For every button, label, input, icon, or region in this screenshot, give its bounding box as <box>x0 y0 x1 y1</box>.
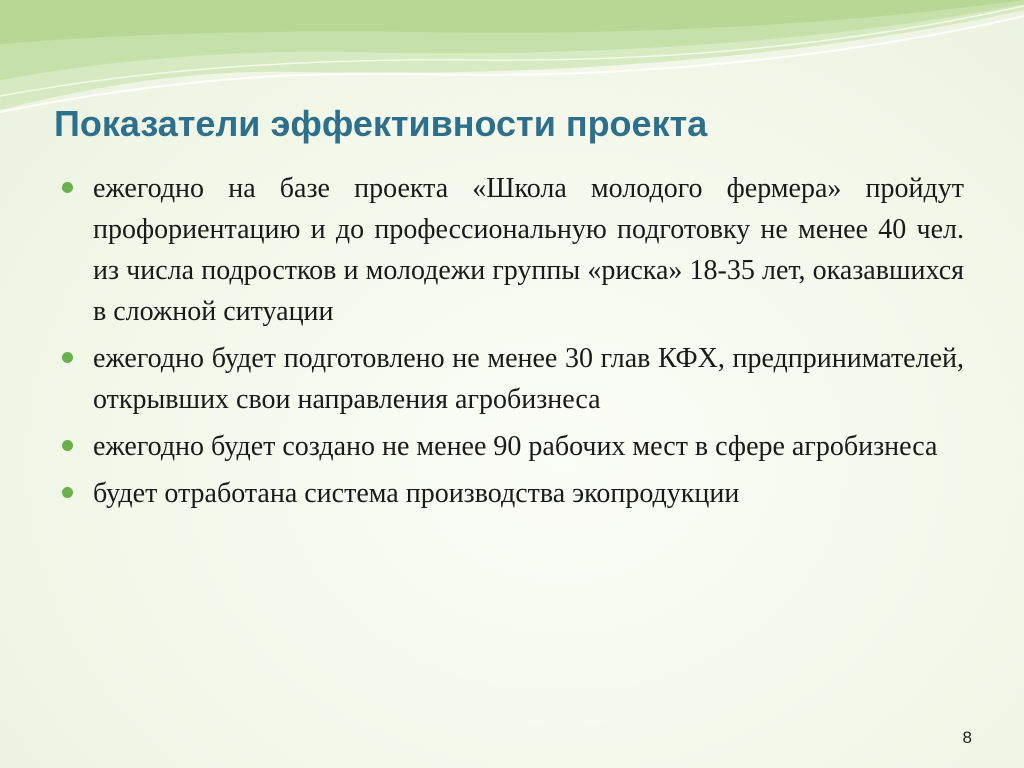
bullet-item-farm-heads <box>62 338 964 420</box>
bullet-dot-icon <box>62 182 73 193</box>
bullet-item-eco-production <box>62 473 964 514</box>
bullet-text: ежегодно будет создано не менее 90 рабочих мест в сфере агробизнеса <box>93 431 938 462</box>
bullet-text: ежегодно на базе проекта «Школа молодого фермера» пройдут профориентацию и до профессиональную подготовку не менее 40 чел. из числа подростков и молодежи группы «риска» 18-35 лет, оказавшихся в сложной ситуации <box>93 173 964 327</box>
slide-title: Показатели эффективности проекта <box>54 103 708 144</box>
bullet-text: ежегодно будет подготовлено не менее 30 глав КФХ, предпринимателей, открывших свои направления агробизнеса <box>93 343 964 415</box>
bullet-dot-icon <box>62 487 73 498</box>
bullet-item-jobs <box>62 426 964 467</box>
bullet-item-trainees <box>62 168 964 332</box>
bullet-text: будет отработана система производства экопродукции <box>93 478 740 509</box>
bullet-list <box>62 168 964 520</box>
bullet-dot-icon <box>62 440 73 451</box>
page-number: 8 <box>962 728 972 747</box>
bullet-dot-icon <box>62 352 73 363</box>
